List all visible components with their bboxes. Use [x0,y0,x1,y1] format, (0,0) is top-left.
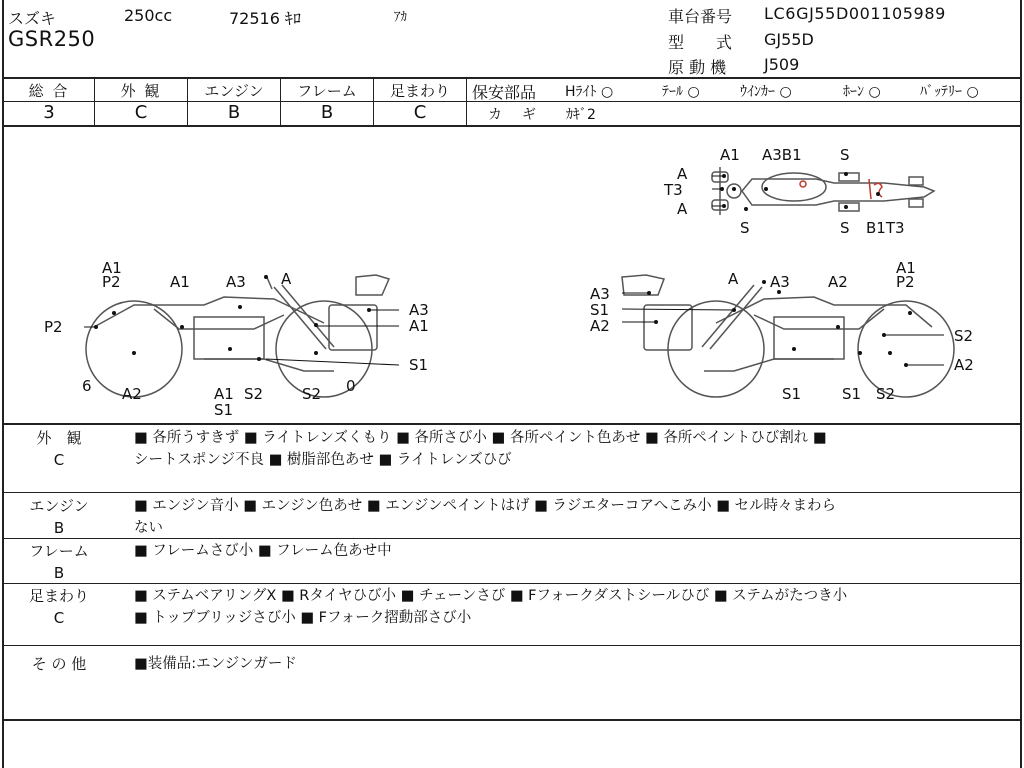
mileage: 72516 ｷﾛ [229,9,301,28]
grade-exterior: C [134,102,148,123]
category-label: そ の 他 [31,655,87,673]
engine-value: J509 [764,55,800,74]
grade-label-frame: フレーム [297,82,357,100]
type-value: GJ55D [764,30,814,49]
top-label: B1T3 [866,219,905,237]
frame-right [1020,0,1022,768]
frame-number-label: 車台番号 [668,7,733,26]
left-label: 6 [82,377,92,395]
detail-line: シートスポンジ不良 ■ 樹脂部色あせ ■ ライトレンズひび [134,452,512,468]
detail-text-frame [134,540,1014,562]
grade-label-suspension: 足まわり [389,82,450,100]
left-label: S1 [214,401,234,419]
left-label: S2 [302,385,322,403]
divider [2,77,1022,79]
right-label: S1 [782,385,802,403]
left-label: S2 [244,385,264,403]
category-grade: B [53,564,65,582]
grade-label-overall: 総 合 [28,82,70,100]
detail-line: ■ トップブリッジさび小 ■ Fフォーク摺動部さび小 [134,610,472,626]
category-label: フレーム [29,542,89,560]
category-label: 足まわり [28,587,89,605]
right-side-bike [622,275,954,397]
top-label: S [840,146,850,164]
divider [2,719,1022,721]
detail-category-frame [4,540,114,584]
top-label: A [677,200,688,218]
left-label: A [281,270,292,288]
grade-suspension: C [413,102,427,123]
col-sep [466,78,467,126]
right-label: S1 [842,385,862,403]
left-label: A1 [214,385,234,403]
detail-category-other [4,653,114,675]
displacement: 250cc [124,6,173,25]
safety-horn: ﾎｰﾝ ○ [843,84,881,100]
right-label: A3 [770,273,790,291]
key-value: ｶｷﾞ2 [566,107,596,123]
detail-line: ■ エンジン音小 ■ エンジン色あせ ■ エンジンペイントはげ ■ ラジエターコアへこみ小 ■ セル時々まわら [134,498,837,514]
category-grade: B [53,519,65,537]
key-label: カ ギ [488,107,539,123]
right-label: A2 [954,356,974,374]
detail-text-suspension [134,585,1014,629]
right-label: A3 [590,285,610,303]
left-label: A1 [170,273,190,291]
left-label: A2 [122,385,142,403]
detail-category-exterior [4,427,114,471]
left-side-bike [86,275,389,397]
top-label: S [740,219,750,237]
safety-headlight: Hﾗｲﾄ ○ [565,84,614,100]
grade-engine: B [227,102,241,123]
right-label: P2 [896,273,915,291]
divider [2,583,1022,584]
model-name: GSR250 [8,27,96,51]
detail-line: ■ ステムベアリングX ■ Rタイヤひび小 ■ チェーンさび ■ Fフォークダストシールひび ■ ステムがたつき小 [134,588,848,604]
category-grade: C [53,451,65,469]
grade-overall: 3 [43,102,55,123]
detail-category-suspension [4,585,114,629]
right-label: A [728,270,739,288]
right-label: A1 [896,259,916,277]
right-label: A2 [828,273,848,291]
divider [2,645,1022,646]
left-label: A1 [102,259,122,277]
right-label: S1 [590,301,610,319]
safety-battery: ﾊﾞｯﾃﾘｰ ○ [920,84,979,100]
safety-winker: ｳｲﾝｶｰ ○ [740,84,792,100]
handwritten-marks [800,179,882,199]
type-label: 型 式 [668,33,733,52]
category-grade: C [53,609,65,627]
top-label: A3B1 [762,146,802,164]
left-label: S1 [409,356,429,374]
top-label: A1 [720,146,740,164]
left-label: P2 [44,318,63,336]
safety-taillight: ﾃｰﾙ ○ [662,84,700,100]
category-label: 外 観 [36,429,82,447]
grade-frame: B [320,102,334,123]
frame-number: LC6GJ55D001105989 [764,4,946,23]
right-label: A2 [590,317,610,335]
right-label: S2 [954,327,974,345]
detail-line: ■ フレームさび小 ■ フレーム色あせ中 [134,543,392,559]
divider [2,423,1022,425]
detail-line: ない [134,520,163,536]
detail-text-other [134,653,1014,675]
category-label: エンジン [29,497,89,515]
top-label: A [677,165,688,183]
left-label: A3 [226,273,246,291]
detail-line: ■ 各所うすきず ■ ライトレンズくもり ■ 各所さび小 ■ 各所ペイント色あせ ■ 各所ペイントひび割れ ■ [134,430,827,446]
grade-label-exterior: 外 観 [120,82,162,100]
right-label: S2 [876,385,896,403]
damage-diagram [4,127,1020,423]
color: ｱｶ [394,10,407,25]
detail-category-engine [4,495,114,539]
detail-text-exterior [134,427,1014,471]
safety-label: 保安部品 [472,83,537,102]
detail-line: ■装備品:エンジンガード [134,656,297,672]
top-label: T3 [664,181,683,199]
left-label: P2 [102,273,121,291]
maker: スズキ [8,9,57,28]
left-label: A1 [409,317,429,335]
left-label: 0 [346,377,356,395]
top-label: S [840,219,850,237]
divider [2,492,1022,493]
left-label: A3 [409,301,429,319]
grade-label-engine: エンジン [204,82,264,100]
detail-text-engine [134,495,1014,539]
engine-label: 原 動 機 [668,58,727,77]
